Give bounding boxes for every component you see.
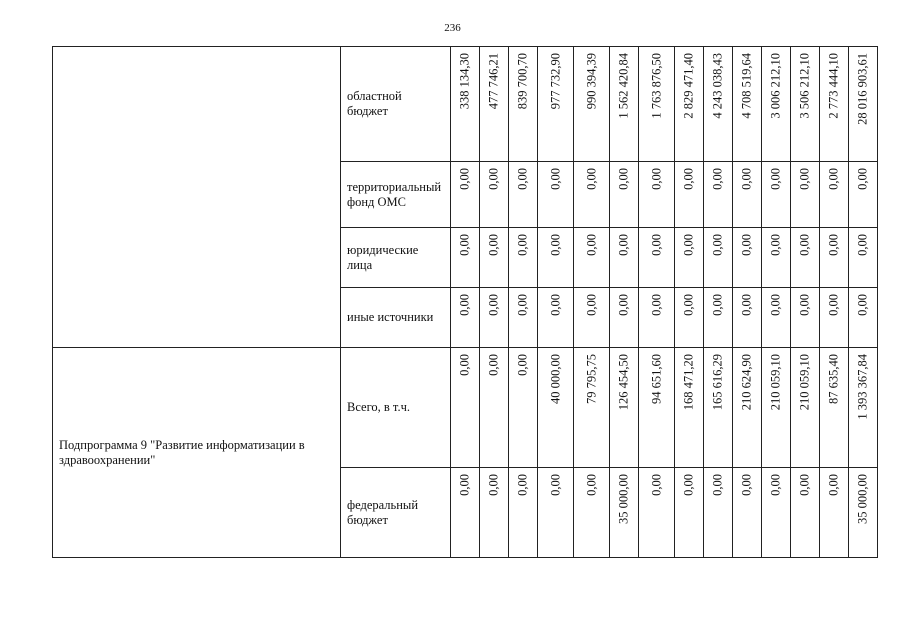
amount-value: 0,00 <box>739 168 754 190</box>
amount-value: 0,00 <box>515 474 530 496</box>
amount-cell <box>675 47 704 162</box>
amount-value: 977 732,90 <box>548 53 562 110</box>
funding-source-cell <box>341 348 451 468</box>
amount-value: 0,00 <box>681 234 696 256</box>
amount-value: 0,00 <box>826 168 841 190</box>
amount-value: 0,00 <box>710 474 725 496</box>
amount-value: 0,00 <box>768 168 783 190</box>
amount-cell <box>480 47 509 162</box>
amount-cell <box>451 348 480 468</box>
amount-value: 0,00 <box>768 474 783 496</box>
amount-cell <box>820 288 849 348</box>
amount-value: 0,00 <box>826 234 841 256</box>
amount-cell <box>639 288 675 348</box>
amount-value: 210 059,10 <box>768 354 783 411</box>
amount-cell <box>480 162 509 228</box>
amount-value: 0,00 <box>768 294 783 316</box>
amount-value: 0,00 <box>548 474 562 496</box>
amount-value: 0,00 <box>768 234 783 256</box>
amount-cell <box>538 228 574 288</box>
funding-source-label: федеральный бюджет <box>347 497 419 527</box>
amount-cell <box>675 288 704 348</box>
amount-cell <box>704 468 733 558</box>
amount-value: 1 393 367,84 <box>855 354 870 420</box>
amount-value: 126 454,50 <box>616 354 631 411</box>
amount-cell <box>791 162 820 228</box>
amount-cell <box>538 348 574 468</box>
amount-cell <box>451 288 480 348</box>
funding-source-label: иные источники <box>347 310 434 324</box>
amount-cell <box>762 348 791 468</box>
amount-value: 0,00 <box>649 234 663 256</box>
amount-value: 0,00 <box>797 294 812 316</box>
amount-cell <box>733 47 762 162</box>
amount-cell <box>451 47 480 162</box>
program-name: Подпрограмма 9 "Развитие информатизации в здравоохранении" <box>59 437 305 467</box>
amount-cell <box>639 468 675 558</box>
amount-value: 35 000,00 <box>855 474 870 524</box>
funding-source-label: территориальный фонд ОМС <box>347 179 442 209</box>
amount-cell <box>733 468 762 558</box>
amount-cell <box>820 468 849 558</box>
amount-cell <box>704 228 733 288</box>
funding-source-label: областной бюджет <box>347 89 402 118</box>
amount-value: 0,00 <box>826 474 841 496</box>
amount-value: 0,00 <box>616 234 631 256</box>
amount-value: 0,00 <box>797 168 812 190</box>
amount-value: 0,00 <box>548 234 562 256</box>
amount-value: 0,00 <box>855 234 870 256</box>
amount-value: 168 471,20 <box>681 354 696 411</box>
amount-value: 0,00 <box>486 354 501 376</box>
amount-cell <box>509 228 538 288</box>
amount-cell <box>733 162 762 228</box>
amount-value: 210 624,90 <box>739 354 754 411</box>
amount-cell <box>762 47 791 162</box>
amount-value: 477 746,21 <box>486 53 501 110</box>
amount-cell <box>733 228 762 288</box>
amount-cell <box>791 468 820 558</box>
amount-value: 0,00 <box>681 168 696 190</box>
amount-value: 0,00 <box>457 234 472 256</box>
amount-value: 87 635,40 <box>826 354 841 404</box>
amount-cell <box>639 228 675 288</box>
amount-cell <box>509 348 538 468</box>
amount-value: 0,00 <box>486 234 501 256</box>
program-cell <box>53 348 341 558</box>
table-row <box>53 47 878 162</box>
amount-value: 0,00 <box>710 294 725 316</box>
amount-cell <box>574 348 610 468</box>
amount-value: 0,00 <box>681 474 696 496</box>
amount-cell <box>480 228 509 288</box>
amount-cell <box>574 288 610 348</box>
amount-value: 79 795,75 <box>584 354 598 404</box>
amount-cell <box>509 162 538 228</box>
amount-value: 0,00 <box>649 474 663 496</box>
amount-value: 0,00 <box>826 294 841 316</box>
amount-value: 0,00 <box>649 168 663 190</box>
amount-cell <box>451 468 480 558</box>
amount-cell <box>509 468 538 558</box>
amount-value: 35 000,00 <box>616 474 631 524</box>
amount-value: 0,00 <box>515 168 530 190</box>
amount-cell <box>733 288 762 348</box>
amount-value: 210 059,10 <box>797 354 812 411</box>
amount-value: 0,00 <box>710 234 725 256</box>
amount-cell <box>451 228 480 288</box>
amount-value: 94 651,60 <box>649 354 663 404</box>
amount-value: 2 829 471,40 <box>681 53 696 119</box>
amount-cell <box>639 162 675 228</box>
amount-value: 40 000,00 <box>548 354 562 404</box>
amount-value: 0,00 <box>739 474 754 496</box>
amount-value: 4 243 038,43 <box>710 53 725 119</box>
amount-cell <box>762 468 791 558</box>
amount-value: 0,00 <box>739 294 754 316</box>
amount-cell <box>480 468 509 558</box>
amount-value: 1 562 420,84 <box>616 53 631 119</box>
amount-cell <box>610 228 639 288</box>
amount-cell <box>610 162 639 228</box>
amount-cell <box>610 288 639 348</box>
funding-source-cell <box>341 47 451 162</box>
amount-value: 0,00 <box>457 168 472 190</box>
amount-value: 1 763 876,50 <box>649 53 663 119</box>
amount-value: 0,00 <box>486 294 501 316</box>
amount-value: 3 006 212,10 <box>768 53 783 119</box>
amount-value: 28 016 903,61 <box>855 53 870 125</box>
funding-source-cell <box>341 228 451 288</box>
amount-value: 839 700,70 <box>515 53 530 110</box>
amount-value: 0,00 <box>457 354 472 376</box>
funding-source-label: Всего, в т.ч. <box>347 400 410 414</box>
amount-cell <box>762 288 791 348</box>
amount-cell <box>704 288 733 348</box>
amount-value: 0,00 <box>457 294 472 316</box>
amount-value: 0,00 <box>681 294 696 316</box>
amount-cell <box>733 348 762 468</box>
amount-cell <box>480 288 509 348</box>
amount-cell <box>639 47 675 162</box>
page-number: 236 <box>444 22 461 34</box>
amount-value: 3 506 212,10 <box>797 53 812 119</box>
amount-cell <box>820 162 849 228</box>
amount-value: 0,00 <box>457 474 472 496</box>
amount-value: 0,00 <box>486 168 501 190</box>
amount-cell <box>704 348 733 468</box>
amount-cell <box>704 162 733 228</box>
amount-cell <box>849 288 878 348</box>
amount-cell <box>538 47 574 162</box>
amount-cell <box>675 468 704 558</box>
amount-value: 0,00 <box>739 234 754 256</box>
table-row <box>53 348 878 468</box>
amount-cell <box>675 348 704 468</box>
amount-cell <box>849 228 878 288</box>
amount-value: 0,00 <box>548 294 562 316</box>
amount-value: 0,00 <box>486 474 501 496</box>
amount-value: 0,00 <box>515 234 530 256</box>
amount-cell <box>791 288 820 348</box>
amount-cell <box>538 288 574 348</box>
amount-value: 0,00 <box>548 168 562 190</box>
amount-cell <box>762 162 791 228</box>
amount-cell <box>574 162 610 228</box>
amount-cell <box>762 228 791 288</box>
amount-cell <box>791 47 820 162</box>
amount-value: 0,00 <box>584 294 598 316</box>
amount-value: 0,00 <box>710 168 725 190</box>
amount-cell <box>849 47 878 162</box>
amount-cell <box>538 468 574 558</box>
amount-cell <box>849 348 878 468</box>
amount-cell <box>610 348 639 468</box>
amount-cell <box>574 228 610 288</box>
amount-cell <box>639 348 675 468</box>
amount-value: 0,00 <box>797 474 812 496</box>
amount-value: 0,00 <box>649 294 663 316</box>
amount-cell <box>509 288 538 348</box>
amount-cell <box>849 468 878 558</box>
amount-value: 0,00 <box>584 234 598 256</box>
amount-cell <box>704 47 733 162</box>
funding-source-cell <box>341 288 451 348</box>
amount-cell <box>610 47 639 162</box>
amount-value: 0,00 <box>584 168 598 190</box>
funding-source-label: юридические лица <box>347 242 419 272</box>
amount-cell <box>675 162 704 228</box>
amount-value: 2 773 444,10 <box>826 53 841 119</box>
funding-source-cell <box>341 468 451 558</box>
amount-cell <box>791 228 820 288</box>
amount-cell <box>509 47 538 162</box>
amount-value: 990 394,39 <box>584 53 598 110</box>
amount-cell <box>480 348 509 468</box>
amount-value: 0,00 <box>855 168 870 190</box>
amount-value: 4 708 519,64 <box>739 53 754 119</box>
funding-source-cell <box>341 162 451 228</box>
amount-cell <box>791 348 820 468</box>
amount-value: 0,00 <box>616 294 631 316</box>
amount-value: 0,00 <box>584 474 598 496</box>
amount-cell <box>820 228 849 288</box>
amount-value: 0,00 <box>515 354 530 376</box>
amount-cell <box>451 162 480 228</box>
amount-value: 165 616,29 <box>710 354 725 411</box>
amount-cell <box>574 47 610 162</box>
amount-cell <box>610 468 639 558</box>
amount-cell <box>675 228 704 288</box>
program-cell <box>53 47 341 348</box>
amount-cell <box>849 162 878 228</box>
amount-value: 0,00 <box>855 294 870 316</box>
budget-table <box>52 46 878 558</box>
amount-value: 0,00 <box>616 168 631 190</box>
amount-cell <box>574 468 610 558</box>
amount-value: 338 134,30 <box>457 53 472 110</box>
amount-cell <box>538 162 574 228</box>
amount-value: 0,00 <box>515 294 530 316</box>
amount-cell <box>820 47 849 162</box>
amount-cell <box>820 348 849 468</box>
amount-value: 0,00 <box>797 234 812 256</box>
